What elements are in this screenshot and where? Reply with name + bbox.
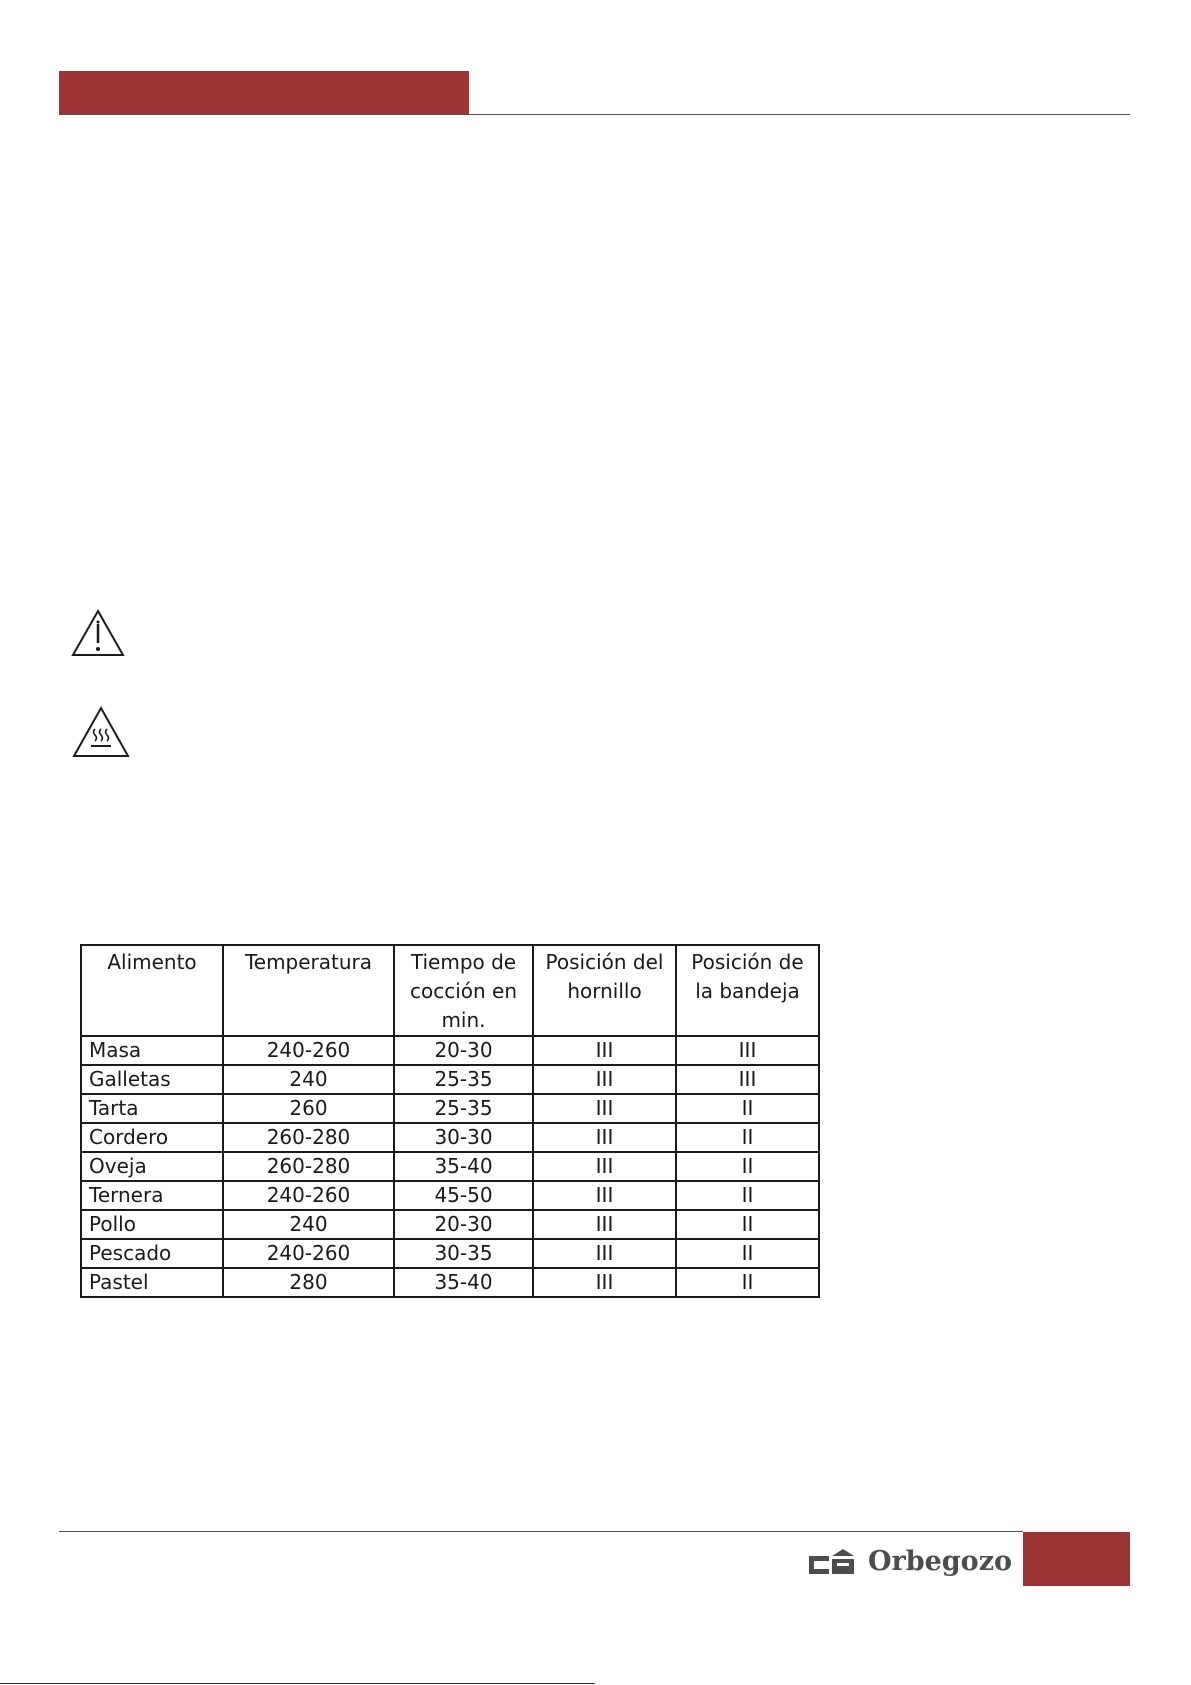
cell-temperatura: 260 [223, 1094, 394, 1123]
table-row [81, 1094, 819, 1123]
cell-bandeja: II [676, 1239, 819, 1268]
cell-hornillo: III [533, 1210, 676, 1239]
brand-logo [808, 1543, 1013, 1579]
header-temperatura [223, 945, 394, 1036]
header-posicion-hornillo [533, 945, 676, 1036]
cell-bandeja: II [676, 1210, 819, 1239]
cell-tiempo: 20-30 [394, 1036, 533, 1065]
cell-hornillo: III [533, 1181, 676, 1210]
cell-bandeja: II [676, 1123, 819, 1152]
cell-bandeja: III [676, 1065, 819, 1094]
header-text: Alimento [107, 950, 197, 974]
cell-hornillo: III [533, 1239, 676, 1268]
hot-surface-icon [71, 705, 131, 759]
header-text: min. [441, 1008, 486, 1032]
cell-alimento: Tarta [81, 1094, 223, 1123]
table-row [81, 1210, 819, 1239]
cooking-table [80, 944, 820, 1298]
cell-bandeja: II [676, 1152, 819, 1181]
header-text: Temperatura [244, 950, 373, 974]
cell-bandeja: II [676, 1181, 819, 1210]
table-header-row [81, 945, 819, 1036]
table-row [81, 1268, 819, 1297]
header-text: la bandeja [695, 979, 800, 1003]
cell-tiempo: 30-35 [394, 1239, 533, 1268]
cell-hornillo: III [533, 1268, 676, 1297]
cell-hornillo: III [533, 1094, 676, 1123]
header-rule [59, 114, 1130, 115]
header-accent-bar [59, 71, 469, 115]
bottom-edge-rule [0, 1683, 595, 1684]
cell-hornillo: III [533, 1152, 676, 1181]
table-row [81, 1036, 819, 1065]
brand-logo-text: Orbegozo [868, 1545, 1013, 1577]
cell-temperatura: 240-260 [223, 1239, 394, 1268]
cell-alimento: Pastel [81, 1268, 223, 1297]
brand-mark-icon [808, 1547, 856, 1575]
cell-tiempo: 35-40 [394, 1152, 533, 1181]
cell-tiempo: 35-40 [394, 1268, 533, 1297]
cell-alimento: Pollo [81, 1210, 223, 1239]
table-row [81, 1239, 819, 1268]
cell-temperatura: 260-280 [223, 1123, 394, 1152]
cell-alimento: Galletas [81, 1065, 223, 1094]
cell-alimento: Cordero [81, 1123, 223, 1152]
header-alimento [81, 945, 223, 1036]
cell-tiempo: 25-35 [394, 1065, 533, 1094]
cell-tiempo: 30-30 [394, 1123, 533, 1152]
cell-alimento: Oveja [81, 1152, 223, 1181]
cell-temperatura: 240-260 [223, 1036, 394, 1065]
warning-triangle-icon [70, 608, 126, 658]
header-text: Posición del [545, 950, 664, 974]
header-posicion-bandeja [676, 945, 819, 1036]
table-row [81, 1065, 819, 1094]
cell-alimento: Ternera [81, 1181, 223, 1210]
cell-bandeja: II [676, 1094, 819, 1123]
cell-tiempo: 45-50 [394, 1181, 533, 1210]
header-tiempo [394, 945, 533, 1036]
cell-hornillo: III [533, 1065, 676, 1094]
cooking-table-container [80, 944, 820, 1298]
cell-tiempo: 20-30 [394, 1210, 533, 1239]
table-row [81, 1181, 819, 1210]
table-row [81, 1123, 819, 1152]
cell-temperatura: 240 [223, 1065, 394, 1094]
header-text: cocción en [409, 979, 518, 1003]
cell-tiempo: 25-35 [394, 1094, 533, 1123]
header-text: hornillo [567, 979, 642, 1003]
cell-alimento: Pescado [81, 1239, 223, 1268]
cell-temperatura: 240 [223, 1210, 394, 1239]
footer-rule [59, 1531, 1023, 1532]
cell-temperatura: 240-260 [223, 1181, 394, 1210]
cell-bandeja: III [676, 1036, 819, 1065]
header-text: Posición de [691, 950, 804, 974]
cell-temperatura: 260-280 [223, 1152, 394, 1181]
cell-alimento: Masa [81, 1036, 223, 1065]
footer-accent-bar [1023, 1532, 1130, 1586]
cell-temperatura: 280 [223, 1268, 394, 1297]
header-text: Tiempo de [410, 950, 517, 974]
cell-hornillo: III [533, 1123, 676, 1152]
cell-hornillo: III [533, 1036, 676, 1065]
table-row [81, 1152, 819, 1181]
cell-bandeja: II [676, 1268, 819, 1297]
